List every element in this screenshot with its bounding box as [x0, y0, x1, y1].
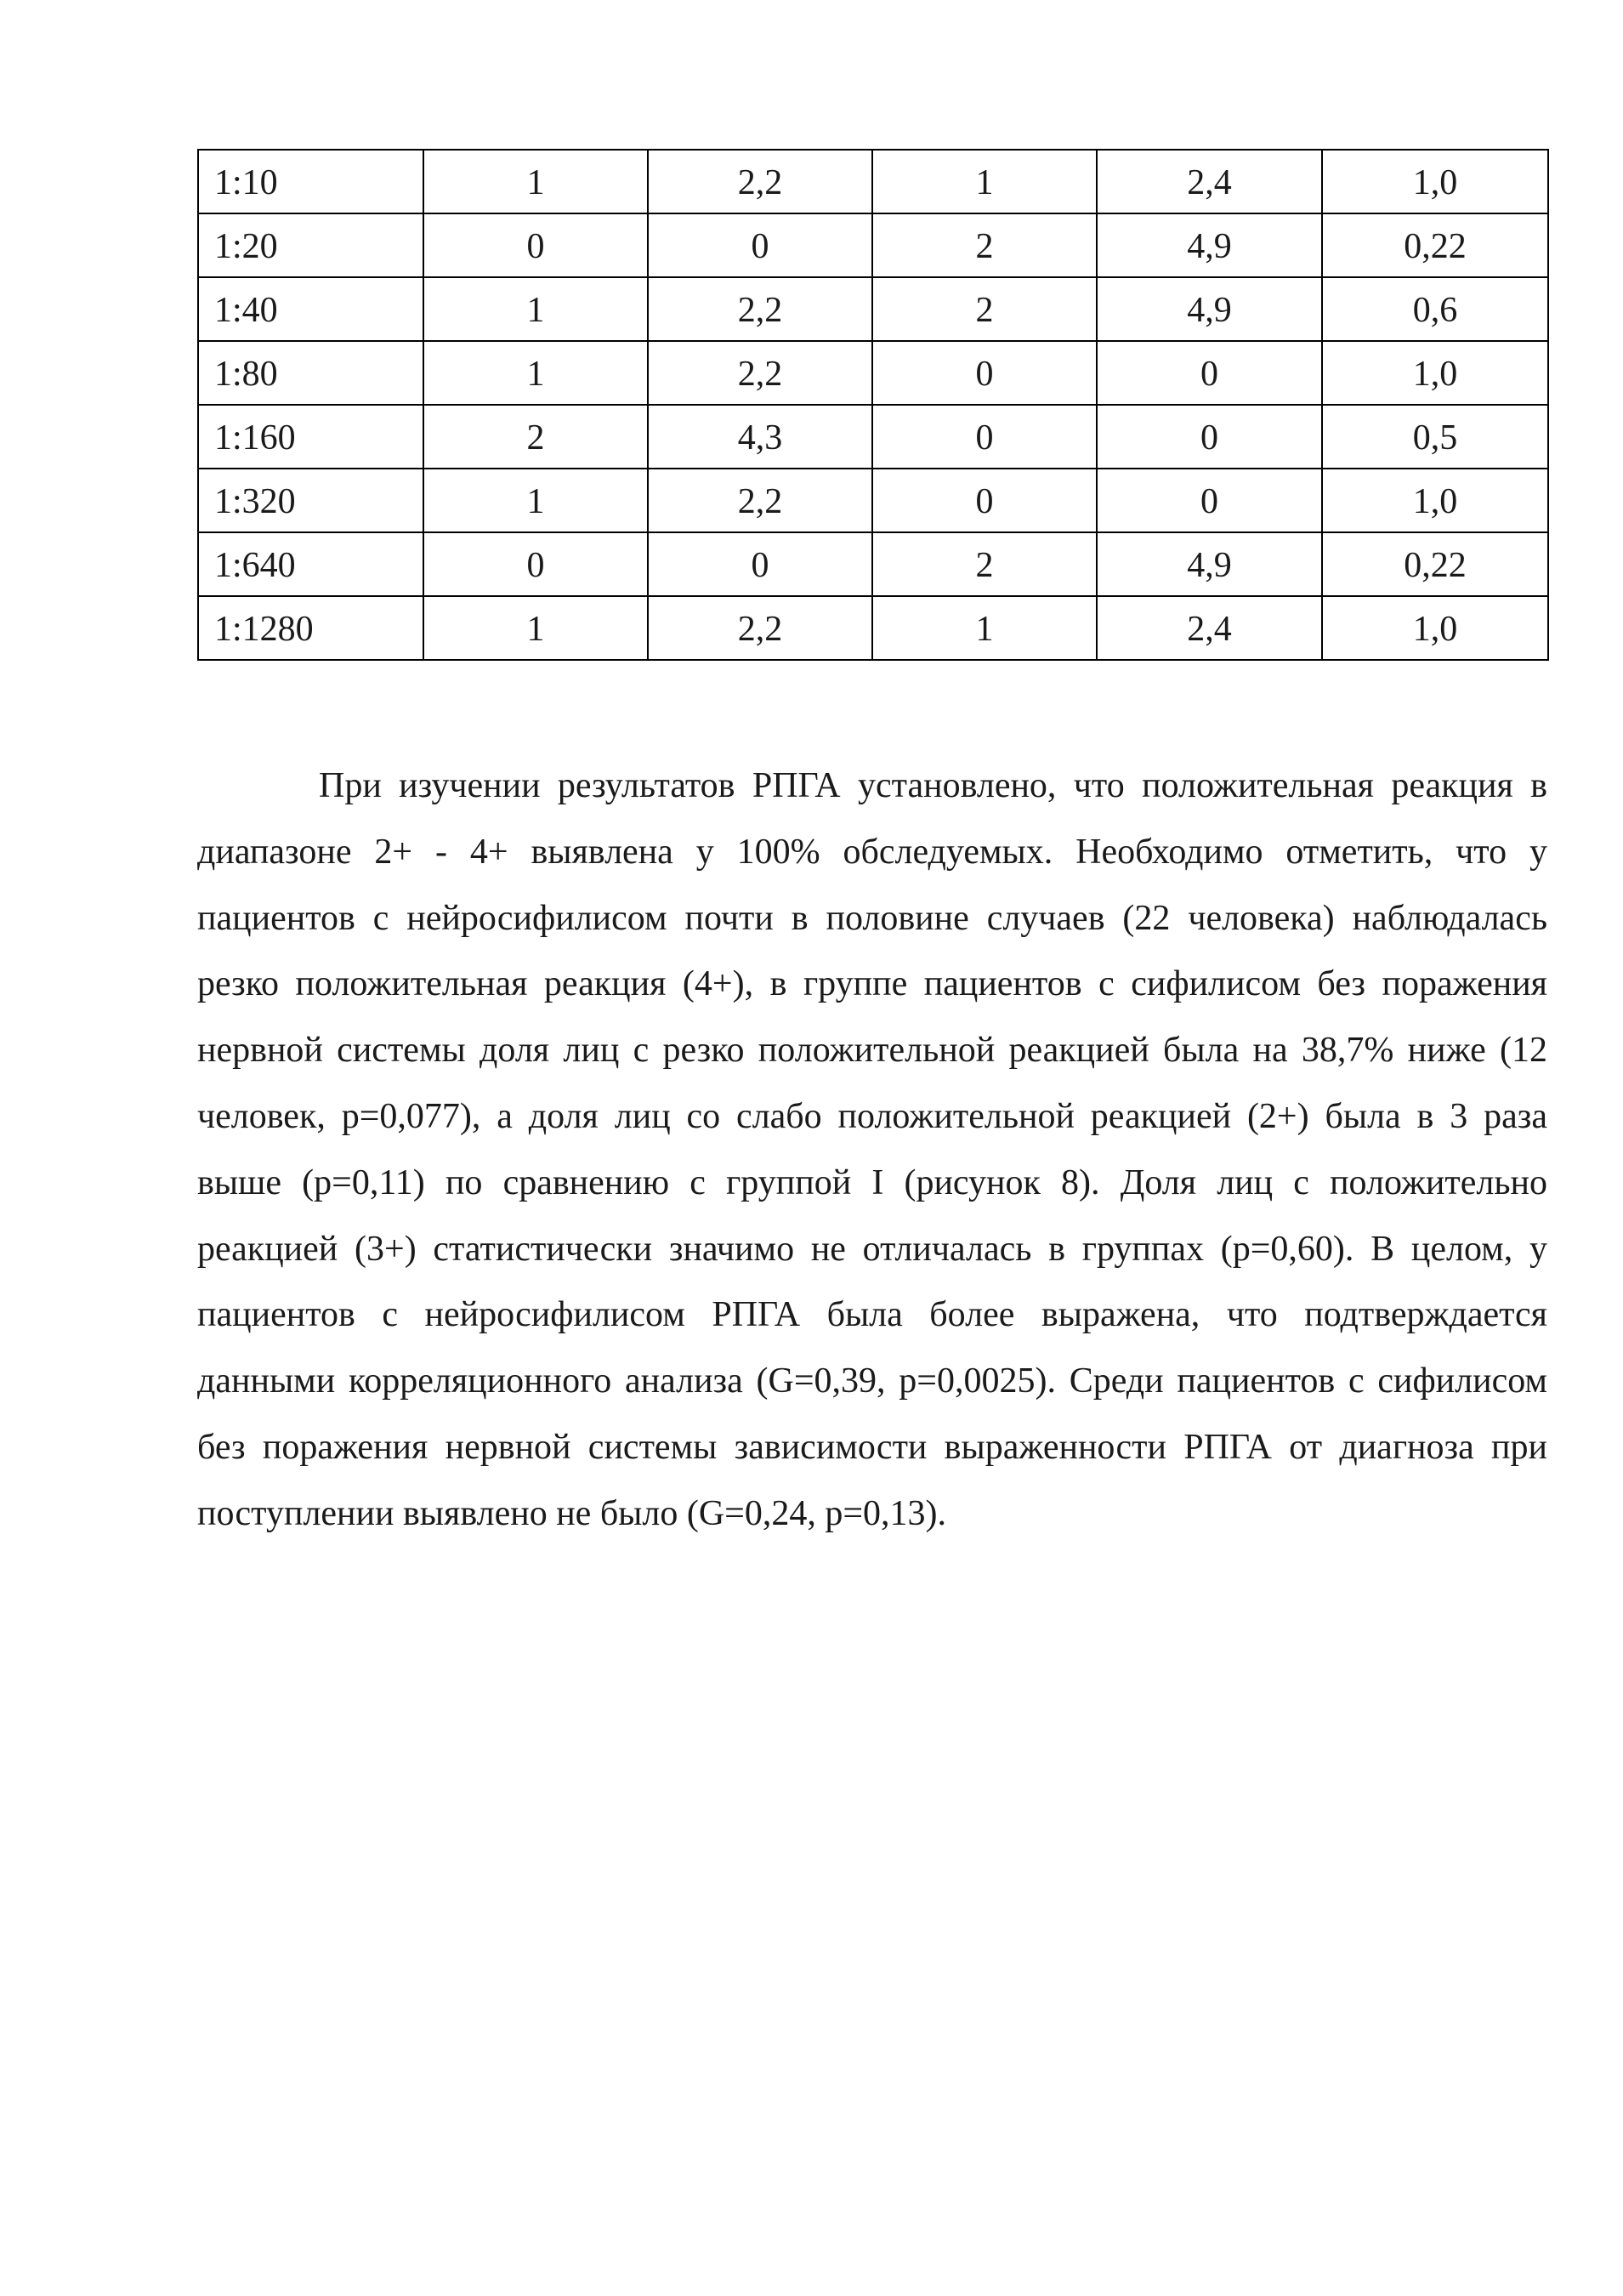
table-cell: 2,4 — [1097, 150, 1322, 213]
table-cell: 1 — [423, 277, 648, 341]
table-row — [198, 469, 1548, 532]
table-cell: 1 — [872, 596, 1097, 660]
table-cell: 1 — [423, 596, 648, 660]
table-cell: 4,3 — [648, 405, 872, 469]
table-cell: 0 — [648, 213, 872, 277]
table-cell: 1:320 — [198, 469, 423, 532]
table-cell: 0,22 — [1322, 213, 1548, 277]
table-cell: 2,2 — [648, 596, 872, 660]
table-cell: 1,0 — [1322, 469, 1548, 532]
table-cell: 1:20 — [198, 213, 423, 277]
table-cell: 2,2 — [648, 341, 872, 405]
table-row — [198, 596, 1548, 660]
table-cell: 4,9 — [1097, 213, 1322, 277]
table-cell: 1:1280 — [198, 596, 423, 660]
table-cell: 0 — [1097, 469, 1322, 532]
table-row — [198, 532, 1548, 596]
table-cell: 0 — [872, 405, 1097, 469]
table-cell: 0 — [423, 532, 648, 596]
table-cell: 2,4 — [1097, 596, 1322, 660]
table-cell: 1 — [423, 150, 648, 213]
table-cell: 2 — [872, 277, 1097, 341]
table-cell: 0,6 — [1322, 277, 1548, 341]
table-cell: 0,5 — [1322, 405, 1548, 469]
table-cell: 2 — [423, 405, 648, 469]
table-cell: 1,0 — [1322, 150, 1548, 213]
table-cell: 1:80 — [198, 341, 423, 405]
table-row — [198, 213, 1548, 277]
table-cell: 0 — [648, 532, 872, 596]
table-cell: 1 — [423, 341, 648, 405]
body-paragraph: При изучении результатов РПГА установлено, что положительная реакция в диапазоне 2+ - 4+ выявлена у 100% обследуемых. Необходимо отметить, что у пациентов с нейросифилисом почти в половине случаев (22 человека) наблюдалась резко положительная реакция (4+), в группе пациентов с сифилисом без поражения нервной системы доля лиц с резко положительной реакцией была на 38,7% ниже (12 человек, p=0,077), а доля лиц со слабо положительной реакцией (2+) была в 3 раза выше (p=0,11) по сравнению с группой I (рисунок 8). Доля лиц с положительно реакцией (3+) статистически значимо не отличалась в группах (p=0,60). В целом, у пациентов с нейросифилисом РПГА была более выражена, что подтверждается данными корреляционного анализа (G=0,39, p=0,0025). Среди пациентов с сифилисом без поражения нервной системы зависимости выраженности РПГА от диагноза при поступлении выявлено не было (G=0,24, p=0,13). — [197, 766, 1547, 1533]
table-cell: 2 — [872, 213, 1097, 277]
table-cell: 2,2 — [648, 469, 872, 532]
table-cell: 2,2 — [648, 277, 872, 341]
titer-table — [197, 149, 1549, 661]
table-cell: 0 — [1097, 405, 1322, 469]
table-cell: 1,0 — [1322, 596, 1548, 660]
table-cell: 0 — [1097, 341, 1322, 405]
table-row — [198, 405, 1548, 469]
table-row — [198, 341, 1548, 405]
titer-table-body — [198, 150, 1548, 660]
table-cell: 0,22 — [1322, 532, 1548, 596]
table-cell: 1:10 — [198, 150, 423, 213]
table-cell: 1,0 — [1322, 341, 1548, 405]
table-cell: 4,9 — [1097, 532, 1322, 596]
table-row — [198, 277, 1548, 341]
table-cell: 1 — [423, 469, 648, 532]
table-cell: 2,2 — [648, 150, 872, 213]
table-row — [198, 150, 1548, 213]
table-cell: 0 — [423, 213, 648, 277]
table-cell: 0 — [872, 469, 1097, 532]
table-cell: 2 — [872, 532, 1097, 596]
table-cell: 0 — [872, 341, 1097, 405]
table-cell: 1:40 — [198, 277, 423, 341]
table-cell: 1 — [872, 150, 1097, 213]
table-cell: 1:640 — [198, 532, 423, 596]
table-cell: 1:160 — [198, 405, 423, 469]
table-cell: 4,9 — [1097, 277, 1322, 341]
